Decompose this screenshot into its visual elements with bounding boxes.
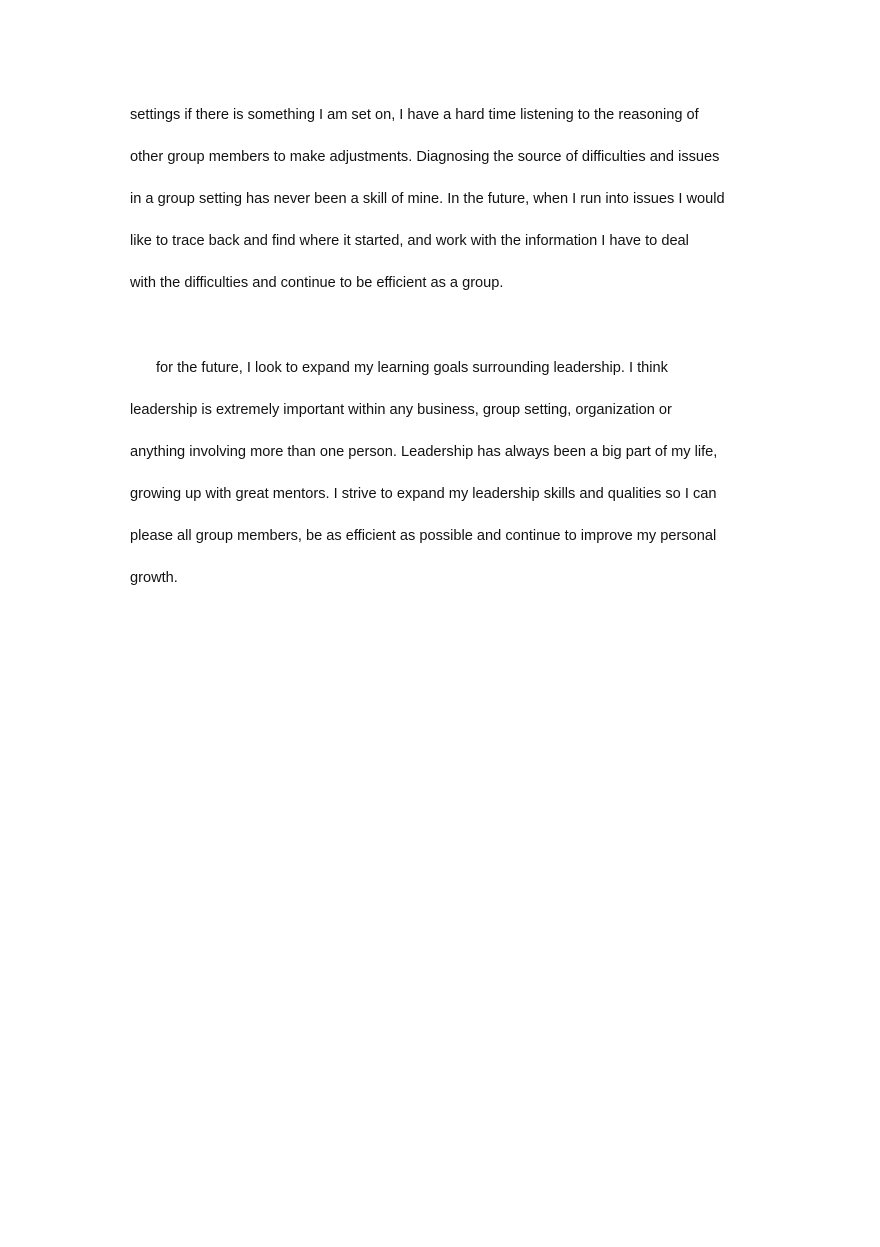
paragraph-line: leadership is extremely important within any business, group setting, organization or — [130, 402, 672, 418]
paragraph-line: please all group members, be as efficient as possible and continue to improve my personal — [130, 528, 717, 544]
paragraph-line: like to trace back and find where it started, and work with the information I have to deal — [130, 233, 689, 249]
paragraph-line: settings if there is something I am set on, I have a hard time listening to the reasoning of — [130, 107, 699, 123]
paragraph-line: growth. — [130, 570, 178, 586]
paragraph-line: for the future, I look to expand my learning goals surrounding leadership. I think — [156, 360, 668, 376]
paragraph-line: other group members to make adjustments. Diagnosing the source of difficulties and issues — [130, 149, 720, 165]
paragraph-line: anything involving more than one person. Leadership has always been a big part of my life, — [130, 444, 718, 460]
paragraph-line: with the difficulties and continue to be efficient as a group. — [130, 275, 504, 291]
paragraph-line: growing up with great mentors. I strive to expand my leadership skills and qualities so I can — [130, 486, 717, 502]
paragraph-line: in a group setting has never been a skill of mine. In the future, when I run into issues I would — [130, 191, 725, 207]
